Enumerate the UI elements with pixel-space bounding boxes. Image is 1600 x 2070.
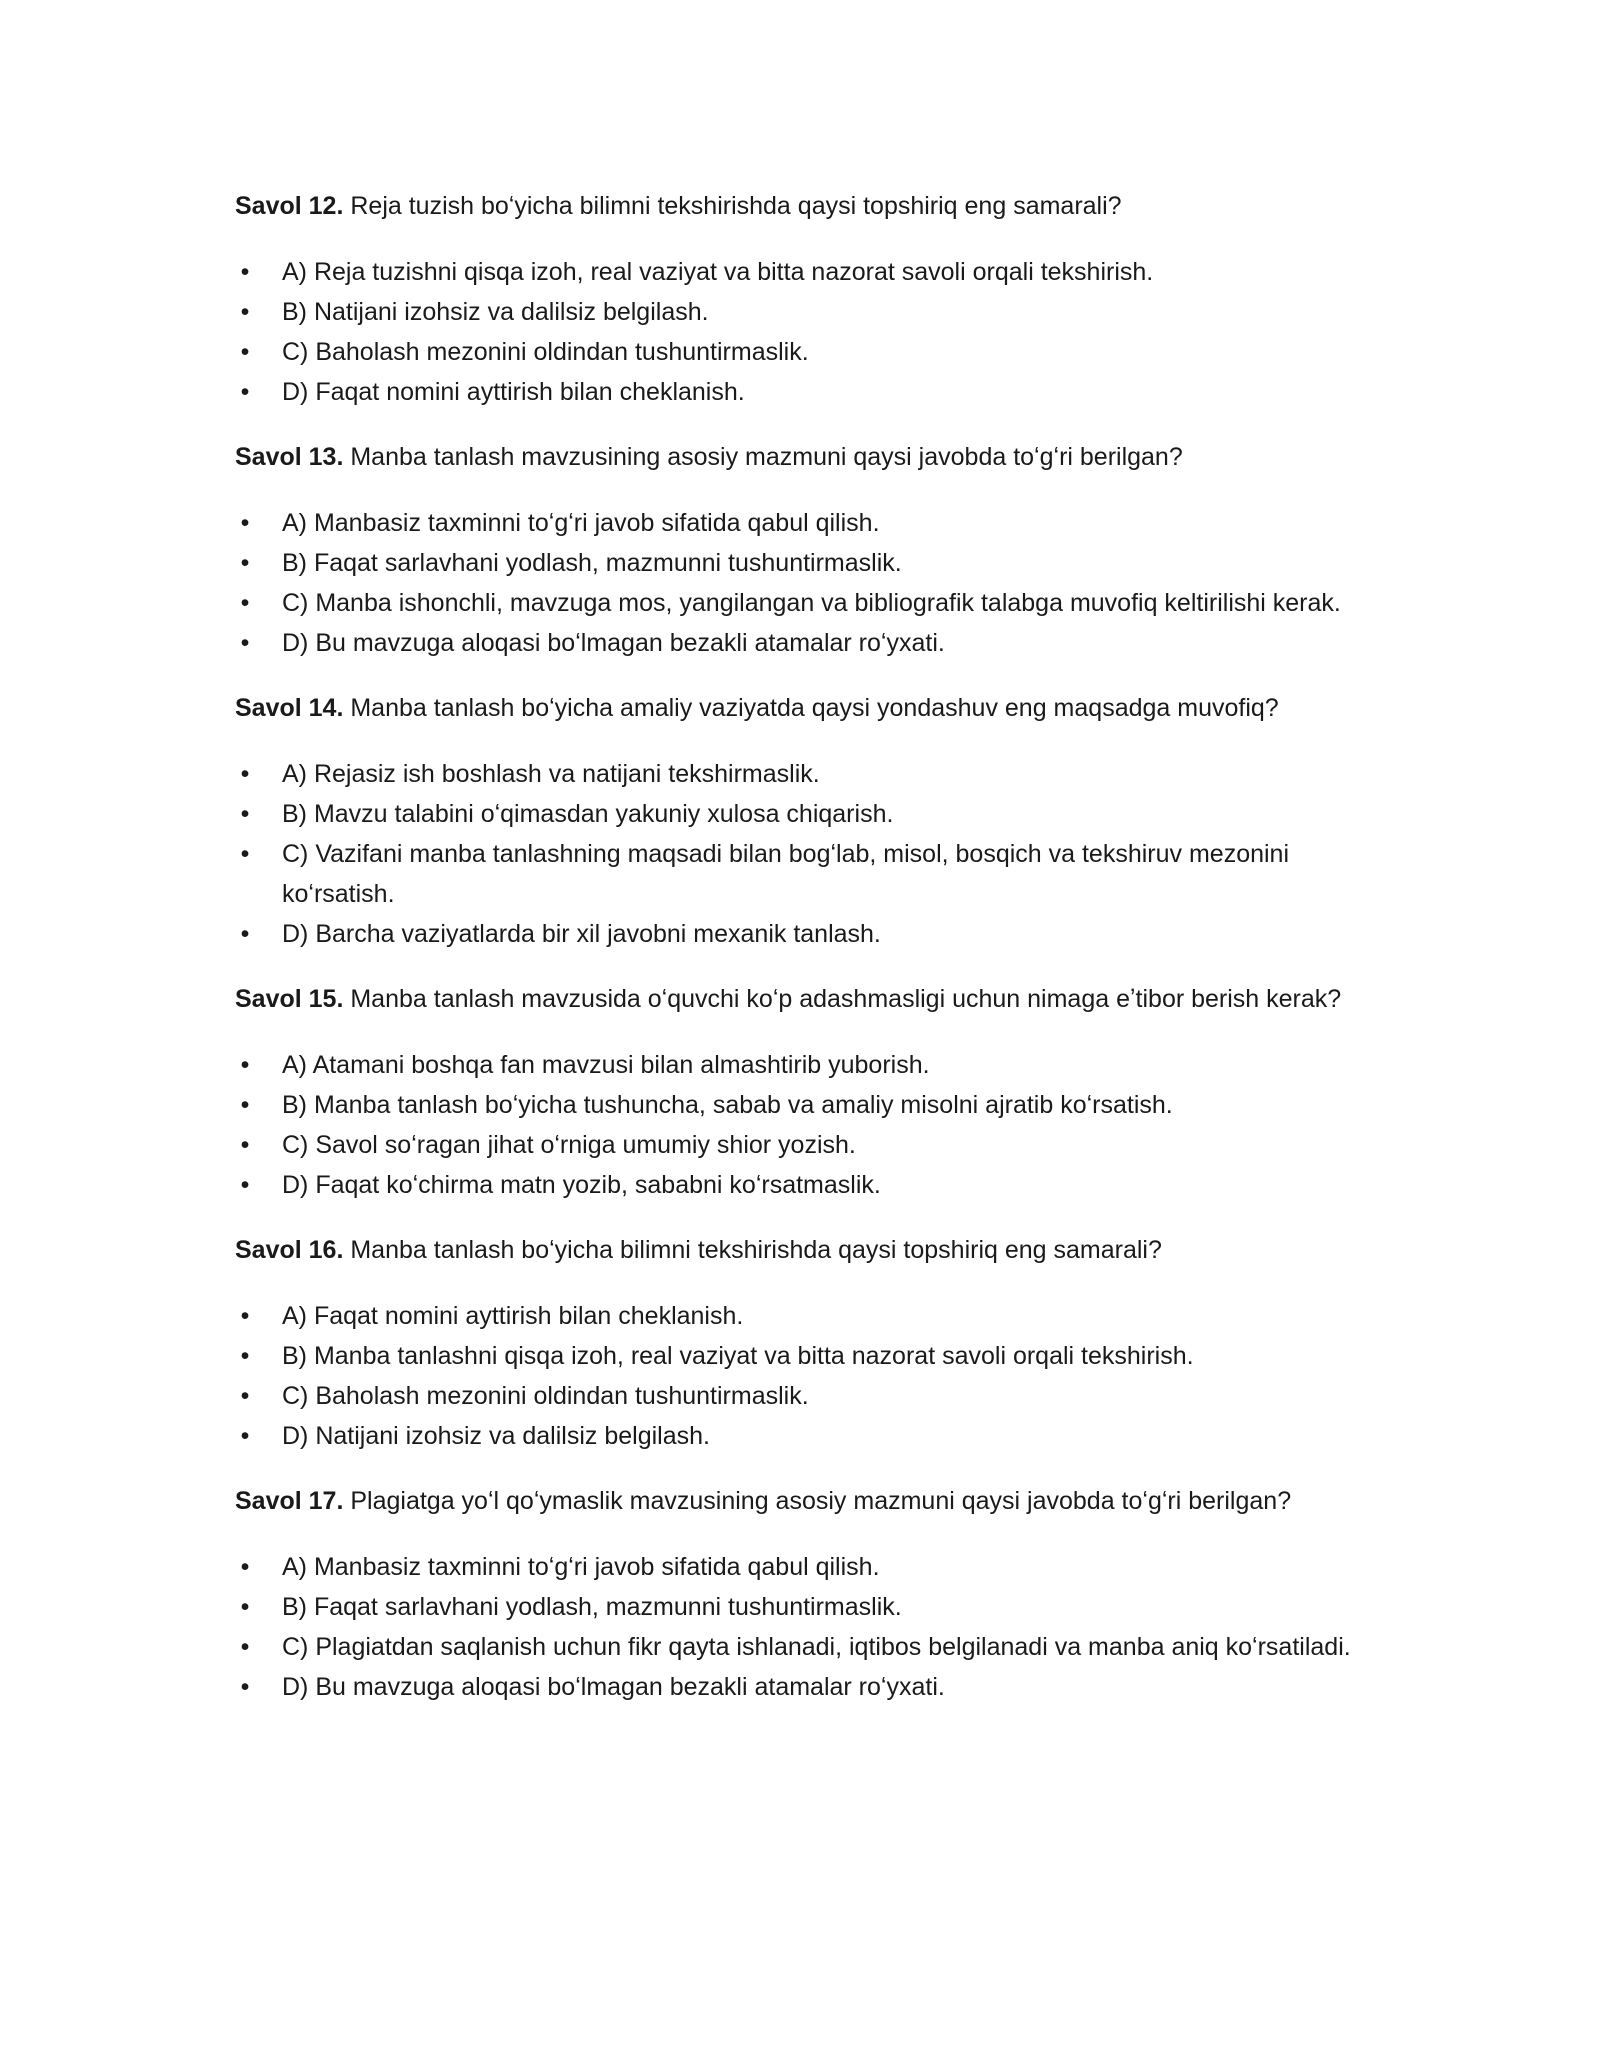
answer-option-c bbox=[235, 834, 1355, 914]
question-prompt: Manba tanlash boʻyicha bilimni tekshirishda qaysi topshiriq eng samarali? bbox=[350, 1236, 1162, 1264]
bullet-icon: • bbox=[240, 1131, 250, 1159]
question-prompt: Reja tuzish boʻyicha bilimni tekshirishda qaysi topshiriq eng samarali? bbox=[350, 192, 1122, 220]
bullet-icon: • bbox=[240, 1302, 250, 1330]
option-text: C) Baholash mezonini oldindan tushuntirmaslik. bbox=[282, 1382, 809, 1410]
option-text: B) Natijani izohsiz va dalilsiz belgilash. bbox=[282, 298, 709, 326]
answer-option-c bbox=[235, 583, 1355, 623]
answer-option-b bbox=[235, 1336, 1355, 1376]
bullet-icon: • bbox=[240, 549, 250, 577]
bullet-icon: • bbox=[240, 1553, 250, 1581]
question-number: Savol 15. bbox=[235, 985, 344, 1013]
answer-options bbox=[235, 1547, 1355, 1707]
answer-option-d bbox=[235, 372, 1355, 412]
question-12 bbox=[235, 186, 1355, 412]
bullet-icon: • bbox=[240, 760, 250, 788]
answer-option-c bbox=[235, 332, 1355, 372]
question-15 bbox=[235, 979, 1355, 1205]
option-text: B) Manba tanlashni qisqa izoh, real vaziyat va bitta nazorat savoli orqali tekshirish. bbox=[282, 1342, 1194, 1370]
option-text: C) Vazifani manba tanlashning maqsadi bilan bogʻlab, misol, bosqich va tekshiruv mezonini koʻrsatish. bbox=[282, 840, 1290, 908]
answer-options bbox=[235, 1045, 1355, 1205]
option-text: D) Bu mavzuga aloqasi boʻlmagan bezakli atamalar roʻyxati. bbox=[282, 629, 945, 657]
question-text bbox=[235, 688, 1355, 728]
answer-option-b bbox=[235, 1587, 1355, 1627]
answer-option-b bbox=[235, 292, 1355, 332]
option-text: C) Plagiatdan saqlanish uchun fikr qayta ishlanadi, iqtibos belgilanadi va manba aniq koʻrsatiladi. bbox=[282, 1633, 1351, 1661]
question-text bbox=[235, 186, 1355, 226]
bullet-icon: • bbox=[240, 1342, 250, 1370]
answer-option-c bbox=[235, 1376, 1355, 1416]
bullet-icon: • bbox=[240, 378, 250, 406]
option-text: D) Faqat nomini ayttirish bilan cheklanish. bbox=[282, 378, 745, 406]
option-text: D) Bu mavzuga aloqasi boʻlmagan bezakli atamalar roʻyxati. bbox=[282, 1673, 945, 1701]
answer-option-d bbox=[235, 1165, 1355, 1205]
option-text: A) Reja tuzishni qisqa izoh, real vaziyat va bitta nazorat savoli orqali tekshirish. bbox=[282, 258, 1154, 286]
answer-option-b bbox=[235, 543, 1355, 583]
question-text bbox=[235, 1230, 1355, 1270]
bullet-icon: • bbox=[240, 258, 250, 286]
option-text: C) Savol soʻragan jihat oʻrniga umumiy shior yozish. bbox=[282, 1131, 856, 1159]
bullet-icon: • bbox=[240, 1091, 250, 1119]
option-text: B) Faqat sarlavhani yodlash, mazmunni tushuntirmaslik. bbox=[282, 1593, 902, 1621]
bullet-icon: • bbox=[240, 298, 250, 326]
question-prompt: Manba tanlash mavzusining asosiy mazmuni qaysi javobda toʻgʻri berilgan? bbox=[350, 443, 1183, 471]
option-text: D) Faqat koʻchirma matn yozib, sababni koʻrsatmaslik. bbox=[282, 1171, 881, 1199]
option-text: D) Natijani izohsiz va dalilsiz belgilash. bbox=[282, 1422, 710, 1450]
answer-options bbox=[235, 1296, 1355, 1456]
question-14 bbox=[235, 688, 1355, 954]
answer-option-a bbox=[235, 503, 1355, 543]
option-text: B) Manba tanlash boʻyicha tushuncha, sabab va amaliy misolni ajratib koʻrsatish. bbox=[282, 1091, 1173, 1119]
document-page bbox=[235, 186, 1355, 1732]
answer-option-a bbox=[235, 1296, 1355, 1336]
answer-option-a bbox=[235, 252, 1355, 292]
bullet-icon: • bbox=[240, 589, 250, 617]
answer-options bbox=[235, 503, 1355, 663]
bullet-icon: • bbox=[240, 840, 250, 868]
bullet-icon: • bbox=[240, 1673, 250, 1701]
answer-option-d bbox=[235, 623, 1355, 663]
option-text: D) Barcha vaziyatlarda bir xil javobni mexanik tanlash. bbox=[282, 920, 881, 948]
question-text bbox=[235, 979, 1355, 1019]
option-text: A) Manbasiz taxminni toʻgʻri javob sifatida qabul qilish. bbox=[282, 509, 880, 537]
answer-options bbox=[235, 252, 1355, 412]
question-16 bbox=[235, 1230, 1355, 1456]
answer-option-a bbox=[235, 1045, 1355, 1085]
bullet-icon: • bbox=[240, 1382, 250, 1410]
option-text: C) Baholash mezonini oldindan tushuntirmaslik. bbox=[282, 338, 809, 366]
bullet-icon: • bbox=[240, 1051, 250, 1079]
question-13 bbox=[235, 437, 1355, 663]
question-text bbox=[235, 1481, 1355, 1521]
bullet-icon: • bbox=[240, 920, 250, 948]
answer-option-b bbox=[235, 1085, 1355, 1125]
option-text: B) Faqat sarlavhani yodlash, mazmunni tushuntirmaslik. bbox=[282, 549, 902, 577]
bullet-icon: • bbox=[240, 1171, 250, 1199]
bullet-icon: • bbox=[240, 1593, 250, 1621]
answer-option-d bbox=[235, 1416, 1355, 1456]
bullet-icon: • bbox=[240, 800, 250, 828]
answer-option-c bbox=[235, 1125, 1355, 1165]
answer-option-d bbox=[235, 1667, 1355, 1707]
question-17 bbox=[235, 1481, 1355, 1707]
option-text: C) Manba ishonchli, mavzuga mos, yangilangan va bibliografik talabga muvofiq keltirilishi kerak. bbox=[282, 589, 1341, 617]
question-number: Savol 17. bbox=[235, 1487, 344, 1515]
bullet-icon: • bbox=[240, 509, 250, 537]
answer-option-a bbox=[235, 1547, 1355, 1587]
question-prompt: Plagiatga yoʻl qoʻymaslik mavzusining asosiy mazmuni qaysi javobda toʻgʻri berilgan? bbox=[350, 1487, 1292, 1515]
answer-option-b bbox=[235, 794, 1355, 834]
option-text: B) Mavzu talabini oʻqimasdan yakuniy xulosa chiqarish. bbox=[282, 800, 894, 828]
answer-option-c bbox=[235, 1627, 1355, 1667]
option-text: A) Faqat nomini ayttirish bilan cheklanish. bbox=[282, 1302, 744, 1330]
answer-option-a bbox=[235, 754, 1355, 794]
question-number: Savol 16. bbox=[235, 1236, 344, 1264]
question-text bbox=[235, 437, 1355, 477]
bullet-icon: • bbox=[240, 629, 250, 657]
option-text: A) Rejasiz ish boshlash va natijani tekshirmaslik. bbox=[282, 760, 820, 788]
option-text: A) Manbasiz taxminni toʻgʻri javob sifatida qabul qilish. bbox=[282, 1553, 880, 1581]
question-number: Savol 13. bbox=[235, 443, 344, 471]
question-number: Savol 14. bbox=[235, 694, 344, 722]
answer-options bbox=[235, 754, 1355, 954]
question-prompt: Manba tanlash mavzusida oʻquvchi koʻp adashmasligi uchun nimaga eʼtibor berish kerak? bbox=[350, 985, 1342, 1013]
option-text: A) Atamani boshqa fan mavzusi bilan almashtirib yuborish. bbox=[282, 1051, 930, 1079]
question-number: Savol 12. bbox=[235, 192, 344, 220]
question-prompt: Manba tanlash boʻyicha amaliy vaziyatda qaysi yondashuv eng maqsadga muvofiq? bbox=[350, 694, 1279, 722]
bullet-icon: • bbox=[240, 338, 250, 366]
bullet-icon: • bbox=[240, 1633, 250, 1661]
bullet-icon: • bbox=[240, 1422, 250, 1450]
answer-option-d bbox=[235, 914, 1355, 954]
